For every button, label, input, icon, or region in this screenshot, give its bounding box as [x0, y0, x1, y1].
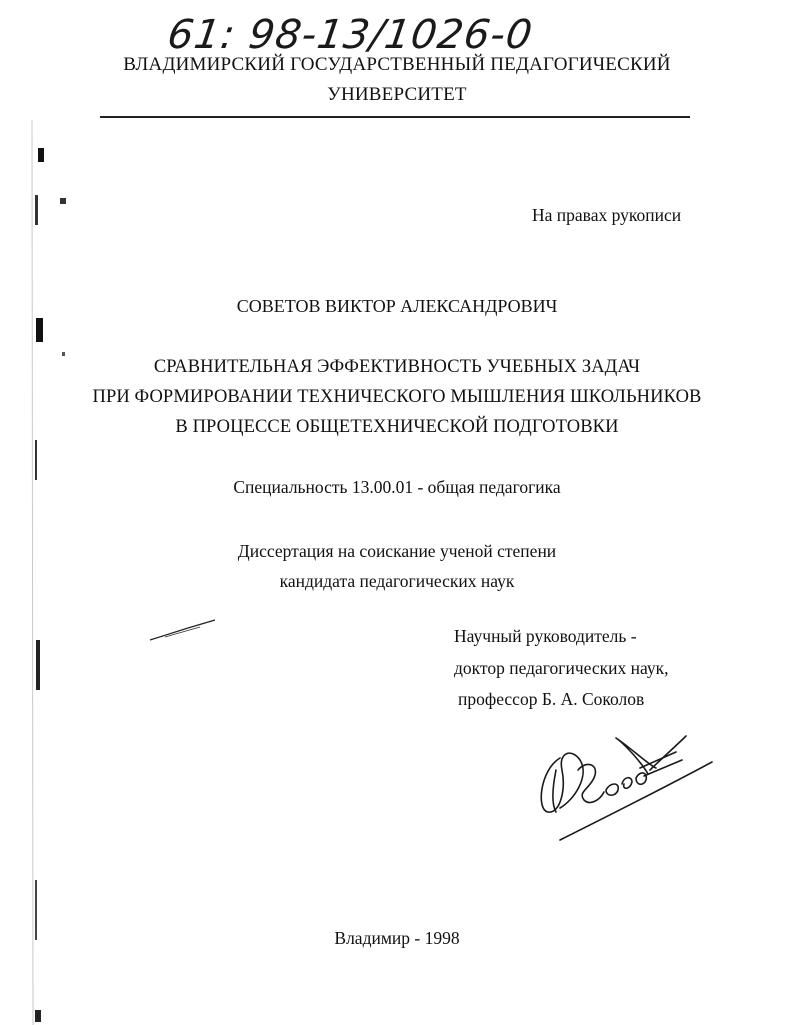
supervisor-line2: доктор педагогических наук, — [454, 658, 669, 678]
handwritten-catalog-number: 61: 98-13/1026-0 — [164, 12, 536, 58]
institution-name-line2: УНИВЕРСИТЕТ — [327, 84, 467, 105]
supervisor-line3: профессор Б. А. Соколов — [458, 689, 645, 709]
institution-name-line1: ВЛАДИМИРСКИЙ ГОСУДАРСТВЕННЫЙ ПЕДАГОГИЧЕСКИЙ — [123, 54, 671, 75]
degree-line: кандидата педагогических наук — [279, 571, 515, 591]
title-line: ПРИ ФОРМИРОВАНИИ ТЕХНИЧЕСКОГО МЫШЛЕНИЯ ШКОЛЬНИКОВ — [92, 387, 702, 407]
title-line: В ПРОЦЕССЕ ОБЩЕТЕХНИЧЕСКОЙ ПОДГОТОВКИ — [175, 417, 619, 437]
author-name: СОВЕТОВ ВИКТОР АЛЕКСАНДРОВИЧ — [236, 296, 558, 316]
degree-line: Диссертация на соискание ученой степени — [237, 541, 557, 561]
supervisor-line1: Научный руководитель - — [454, 626, 637, 646]
specialty: Специальность 13.00.01 - общая педагогика — [233, 477, 561, 497]
rights-note: На правах рукописи — [532, 205, 682, 225]
place-and-year: Владимир - 1998 — [334, 928, 460, 948]
title-line: СРАВНИТЕЛЬНАЯ ЭФФЕКТИВНОСТЬ УЧЕБНЫХ ЗАДАЧ — [153, 357, 641, 377]
